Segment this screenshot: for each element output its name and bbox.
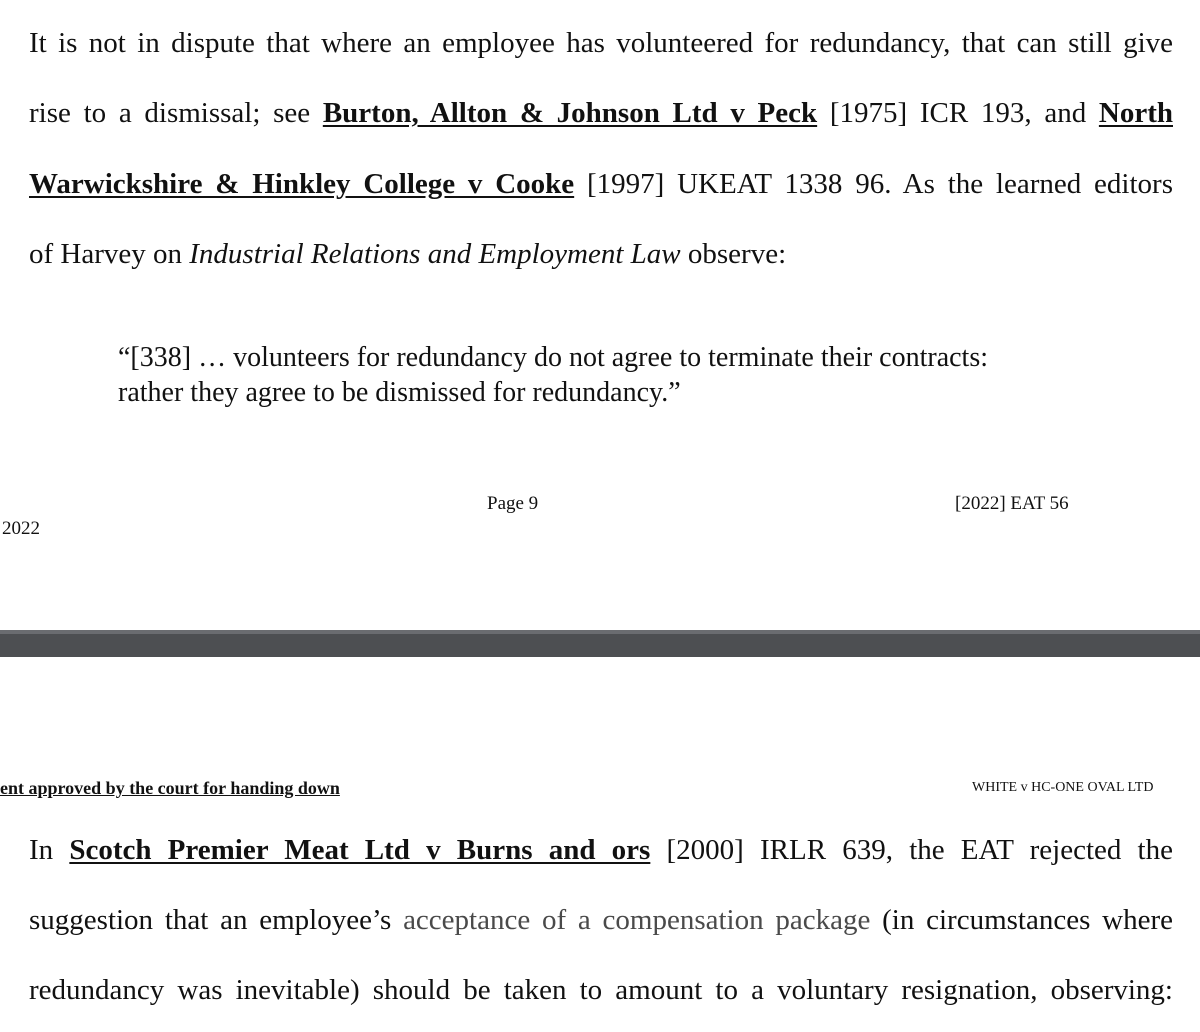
case-citation-burton[interactable]: Burton, Allton & Johnson Ltd v Peck: [322, 97, 818, 129]
paragraph-line: of Harvey on Industrial Relations and Employment Law observe:: [29, 238, 787, 270]
paragraph-line: redundancy was inevitable) should be taken to amount to a voluntary resignation, observing:: [29, 974, 1173, 1006]
highlighted-phrase: acceptance of a compensation package: [403, 904, 871, 936]
running-header-left: ent approved by the court for handing down: [0, 778, 340, 798]
block-quote-line: “[338] … volunteers for redundancy do not agree to terminate their contracts:: [118, 342, 989, 373]
paragraph-line: In Scotch Premier Meat Ltd v Burns and ors [2000] IRLR 639, the EAT rejected the: [29, 834, 1173, 866]
running-header-right: WHITE v HC-ONE OVAL LTD: [972, 780, 1154, 795]
paragraph-line: rise to a dismissal; see Burton, Allton & Johnson Ltd v Peck [1975] ICR 193, and North: [29, 97, 1173, 129]
case-citation-north-warwickshire[interactable]: North: [1098, 97, 1173, 129]
footer-citation: [2022] EAT 56: [955, 493, 1069, 514]
paragraph-line: Warwickshire & Hinkley College v Cooke [1997] UKEAT 1338 96. As the learned editors: [29, 168, 1173, 200]
paragraph-line: suggestion that an employee’s acceptance of a compensation package (in circumstances where: [29, 904, 1173, 936]
case-citation-north-warwickshire[interactable]: Warwickshire & Hinkley College v Cooke: [29, 168, 575, 200]
block-quote-line: rather they agree to be dismissed for redundancy.”: [118, 377, 681, 408]
footer-date-fragment: 2022: [2, 518, 40, 539]
page-number: Page 9: [487, 493, 539, 514]
paragraph-line: It is not in dispute that where an employee has volunteered for redundancy, that can still give: [29, 27, 1173, 59]
document-page-lower: [0, 657, 1200, 1032]
publication-title: Industrial Relations and Employment Law: [189, 238, 681, 270]
page-separator: [0, 630, 1200, 657]
case-citation-scotch-premier[interactable]: Scotch Premier Meat Ltd v Burns and ors: [69, 834, 651, 866]
